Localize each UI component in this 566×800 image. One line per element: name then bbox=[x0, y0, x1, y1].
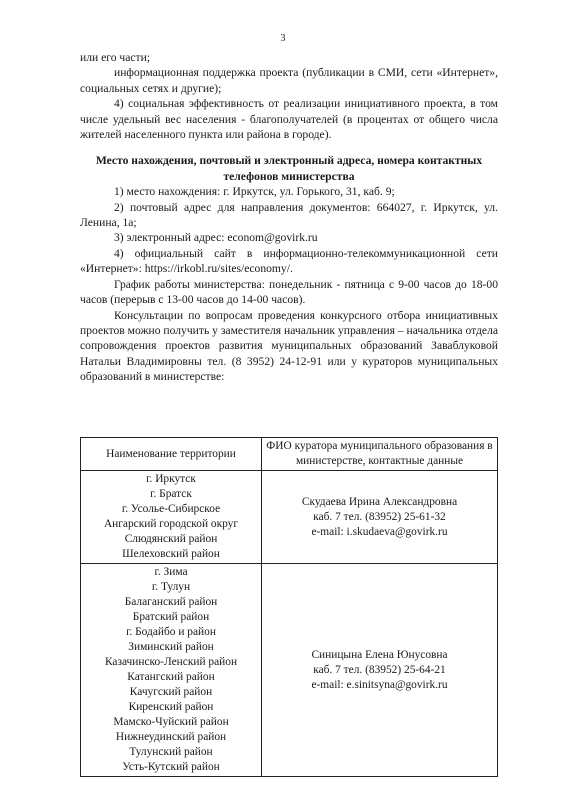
curator-cell bbox=[262, 564, 498, 777]
territory-item: Братский район bbox=[132, 611, 210, 623]
territory-cell bbox=[81, 564, 262, 777]
header-territory: Наименование территории bbox=[81, 438, 262, 471]
curator-email: e-mail: e.sinitsyna@govirk.ru bbox=[311, 678, 448, 691]
territory-item: Ангарский городской округ bbox=[103, 518, 239, 530]
paragraph: или его части; bbox=[80, 51, 151, 64]
territory-item: Тулунский район bbox=[129, 746, 213, 758]
contact-postal-address: 2) почтовый адрес для направления документов: 664027, г. Иркутск, ул. Ленина, 1а; bbox=[80, 200, 498, 230]
curator-phone: каб. 7 тел. (83952) 25-61-32 bbox=[313, 510, 446, 523]
territory-item: Мамско-Чуйский район bbox=[113, 716, 229, 728]
page-number: 3 bbox=[280, 33, 286, 44]
territory-item: Усть-Кутский район bbox=[122, 761, 220, 773]
curator-cell bbox=[262, 471, 498, 564]
territory-item: Казачинско-Ленский район bbox=[104, 656, 238, 668]
territory-item: Катангский район bbox=[127, 671, 215, 683]
table-header-row bbox=[81, 438, 498, 471]
territory-item: Качугский район bbox=[129, 686, 213, 698]
table-row bbox=[81, 471, 498, 564]
paragraph: 4) социальная эффективность от реализации инициативного проекта, в том числе удельный вес населения - благополучателей (в процентах от общего числа жителей населенного пункта или района в городе). bbox=[80, 97, 498, 142]
work-schedule: График работы министерства: понедельник - пятница с 9-00 часов до 18-00 часов (перерыв с 13-00 часов до 14-00 часов). bbox=[80, 277, 498, 307]
territory-item: Киренский район bbox=[128, 701, 214, 713]
curator-name: Синицына Елена Юнусовна bbox=[311, 648, 448, 661]
territory-item: Шелеховский район bbox=[122, 548, 220, 560]
territory-item: г. Иркутск bbox=[146, 473, 196, 485]
territory-item: Балаганский район bbox=[124, 596, 218, 608]
header-curator: ФИО куратора муниципального образования в министерстве, контактные данные bbox=[262, 438, 498, 471]
territory-item: г. Зима bbox=[154, 566, 188, 578]
territory-item: Слюдянский район bbox=[124, 533, 218, 545]
contact-website: 4) официальный сайт в информационно-телекоммуникационной сети «Интернет»: https://irkobl.ru/sites/economy/. bbox=[80, 246, 498, 276]
table-row bbox=[81, 564, 498, 777]
section-heading: Место нахождения, почтовый и электронный адреса, номера контактных телефонов министерства bbox=[95, 154, 483, 183]
curator-email: e-mail: i.skudaeva@govirk.ru bbox=[311, 525, 448, 538]
contact-email: 3) электронный адрес: econom@govirk.ru bbox=[114, 231, 318, 245]
curators-table bbox=[80, 437, 498, 777]
territory-item: Зиминский район bbox=[128, 641, 214, 653]
territory-item: г. Тулун bbox=[151, 581, 191, 593]
contact-location: 1) место нахождения: г. Иркутск, ул. Горького, 31, каб. 9; bbox=[114, 185, 395, 199]
territory-cell bbox=[81, 471, 262, 564]
consultations-paragraph: Консультации по вопросам проведения конкурсного отбора инициативных проектов можно получить у заместителя начальник управления – начальника отдела сопровождения проектов развития муниципальных образований Заваблуковой Натальи Владимировны тел. (8 3952) 24-12-91 или у кураторов муниципальных образований в министерстве: bbox=[80, 308, 498, 384]
curator-name: Скудаева Ирина Александровна bbox=[301, 495, 458, 508]
territory-item: Нижнеудинский район bbox=[115, 731, 227, 743]
territory-item: г. Усолье-Сибирское bbox=[121, 503, 221, 515]
territory-item: г. Бодайбо и район bbox=[126, 626, 216, 638]
territory-item: г. Братск bbox=[150, 488, 192, 500]
paragraph: информационная поддержка проекта (публикации в СМИ, сети «Интернет», социальных сетях и другие); bbox=[80, 66, 498, 95]
curator-phone: каб. 7 тел. (83952) 25-64-21 bbox=[313, 663, 446, 676]
